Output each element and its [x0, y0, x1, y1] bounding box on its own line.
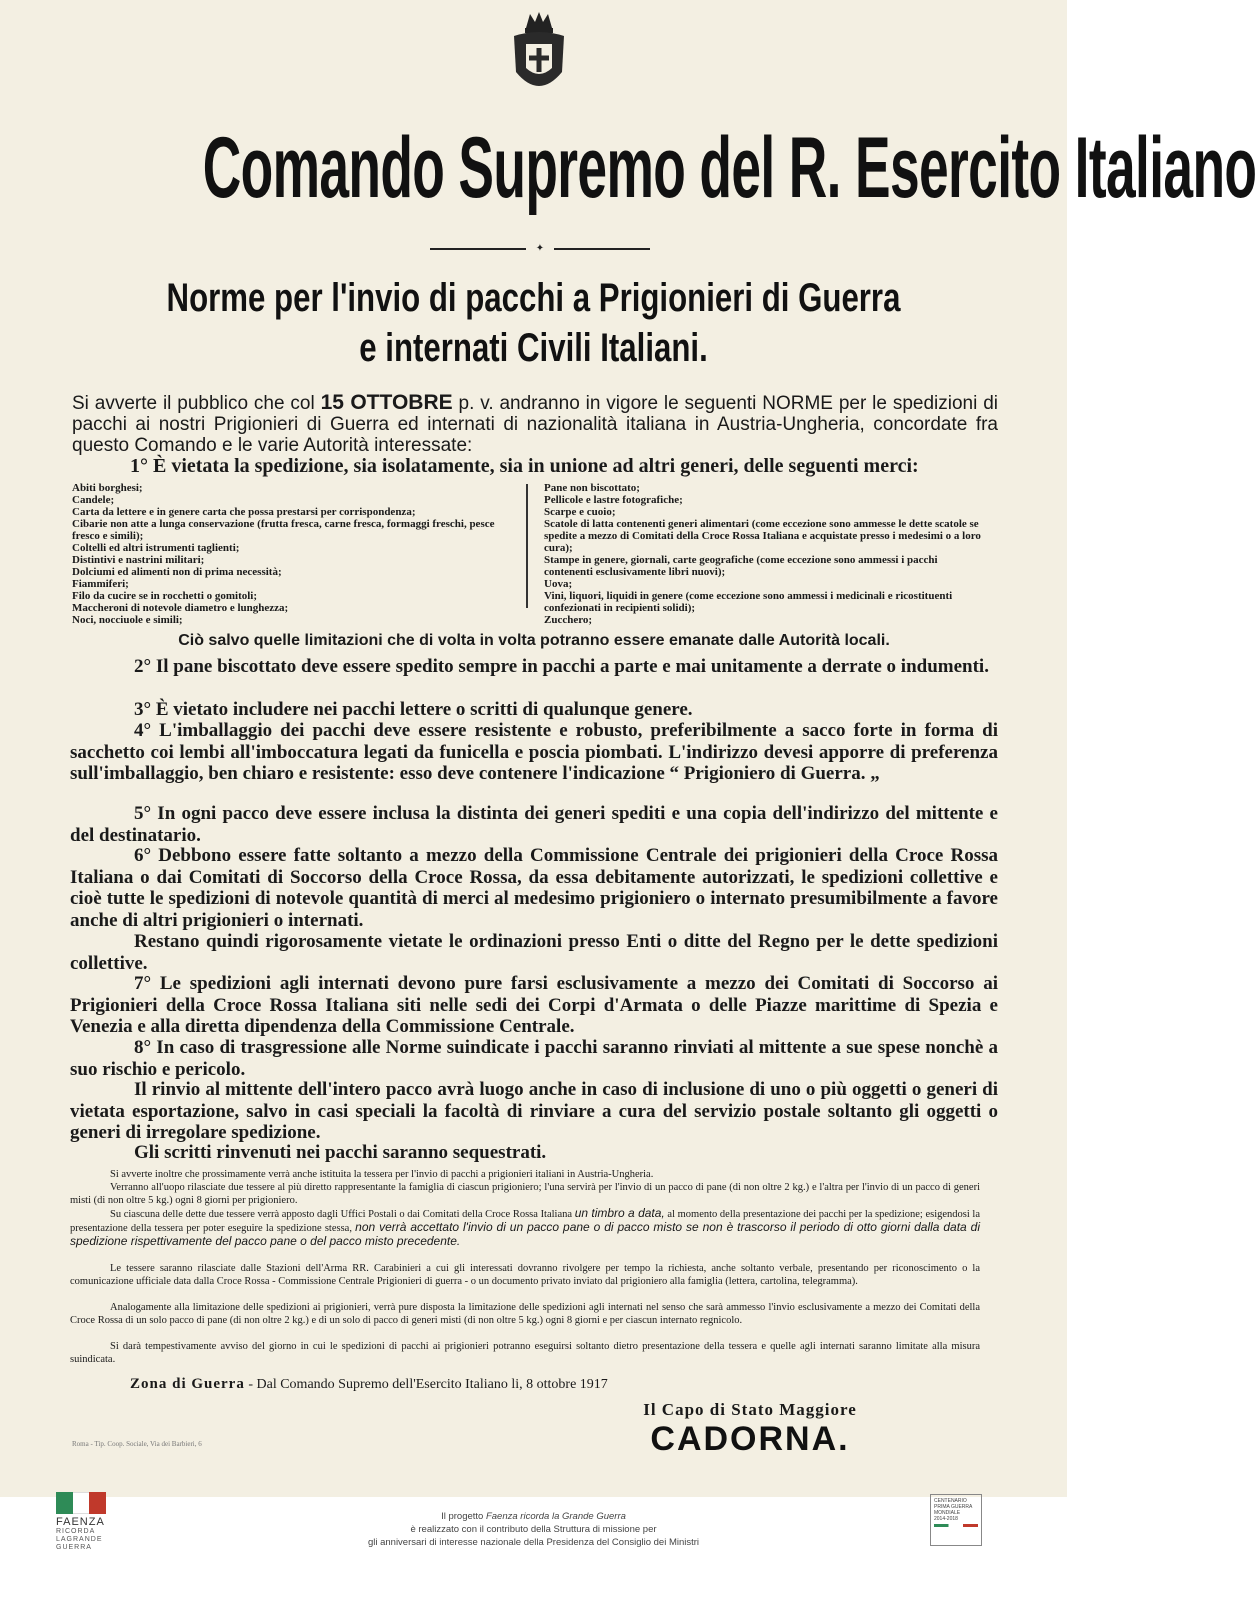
rule-8-return: Il rinvio al mittente dell'intero pacco avrà luogo anche in caso di inclusione di uno o più oggetti o generi di vietata esportazione, salvo in casi speciali la facoltà di rinviare a cura del servizio postale soltanto gli oggetti o generi di irregolare spedizione.: [70, 1079, 998, 1143]
centenario-line-1: CENTENARIO: [934, 1498, 967, 1504]
note-internati: Analogamente alla limitazione delle spedizioni ai prigionieri, verrà pure disposta la limitazione delle spedizioni agli internati nel senso che sarà ammesso l'invio esclusivamente a mezzo dei Comitati della Croce Rossa di un solo pacco di pane (di non oltre 2 kg.) e di un solo di pacco di generi misti (di non oltre 5 kg.) ogni 8 giorni e per ciascun internato regnicolo.: [70, 1302, 980, 1326]
note-two-cards: Verranno all'uopo rilasciate due tessere al più diretto rappresentante la famiglia di ciascun prigioniero; l'una servirà per l'invio di un pacco di pane (di non oltre 2 kg.) e l'altra per l'invio di un pacco di generi misti (di non oltre 5 kg.) ogni 8 giorni per prigioniero.: [70, 1182, 980, 1206]
list-item: Stampe in genere, giornali, carte geografiche (come eccezione sono ammessi i pacchi contenenti esclusivamente libri nuovi);: [544, 554, 938, 578]
poster-title: Comando Supremo del R. Esercito Italiano: [202, 120, 1256, 216]
intro-before: Si avverte il pubblico che col: [72, 393, 315, 414]
rule-3: 3° È vietato includere nei pacchi lettere o scritti di qualunque genere.: [134, 699, 693, 720]
column-divider: [526, 484, 528, 608]
list-item: Filo da cucire se in rocchetti o gomitoli;: [72, 590, 258, 602]
list-item: Distintivi e nastrini militari;: [72, 554, 205, 566]
italian-flag-icon: [56, 1492, 106, 1514]
note-stamp-c: al momento della presentazione dei pacchi per la spedizione; esigendosi la presentazione della tessera per poter eseguire la spedizione stessa,: [70, 1209, 981, 1234]
royal-crest-icon: [508, 10, 570, 100]
signature-name: CADORNA.: [650, 1420, 850, 1458]
note-tessera: Si avverte inoltre che prossimamente verrà anche istituita la tessera per l'invio di pacchi a prigionieri italiani in Austria-Ungheria.: [110, 1169, 654, 1180]
rule-8-seizure: Gli scritti rinvenuti nei pacchi saranno sequestrati.: [134, 1142, 547, 1163]
note-stamp-b: un timbro a data,: [574, 1206, 665, 1220]
rule-2: 2° Il pane biscottato deve essere spedito sempre in pacchi a parte e mai unitamente a derrate o indumenti.: [134, 656, 989, 677]
list-item: Carta da lettere e in genere carta che possa prestarsi per corrispondenza;: [72, 506, 416, 518]
place-date-line: [130, 1376, 608, 1393]
footer-line-3: gli anniversari di interesse nazionale della Presidenza del Consiglio dei Ministri: [367, 1537, 700, 1548]
logo-line-4: GUERRA: [56, 1544, 92, 1551]
faenza-logo: [56, 1492, 112, 1552]
centenario-line-3: MONDIALE: [934, 1510, 961, 1516]
list-item: Candele;: [72, 494, 115, 506]
list-item: Zucchero;: [544, 614, 593, 626]
list-item: Coltelli ed altri istrumenti taglienti;: [72, 542, 240, 554]
note-carabinieri: Le tessere saranno rilasciate dalle Stazioni dell'Arma RR. Carabinieri a cui gli interessati dovranno rivolgere per tempo la richiesta, anche soltanto verbale, presentando per riconoscimento o la comunicazione ufficiale data dalla Croce Rossa - Commissione Centrale Prigionieri di guerra - o un documento privato inviato dal prigioniero alla famiglia (lettera, cartolina, telegramma).: [70, 1263, 980, 1287]
note-notice: Si darà tempestivamente avviso del giorno in cui le spedizioni di pacchi ai prigionieri potranno eseguirsi soltanto dietro presentazione della tessera e quelle agli internati saranno limitate alla misura suindicata.: [70, 1341, 980, 1365]
intro-date: 15 OTTOBRE: [320, 391, 453, 414]
rule-4: 4° L'imballaggio dei pacchi deve essere resistente e robusto, preferibilmente a sacco forte in forma di sacchetto coi lembi all'imboccatura legati da funicella e poscia piombati. L'indirizzo devesi apporre di preferenza sull'imballaggio, ben chiaro e resistente: esso deve contenere l'indicazione “ Prigioniero di Guerra. „: [70, 720, 998, 784]
forbidden-list-left: [72, 482, 518, 626]
title-divider: ✦: [430, 248, 650, 250]
footer-text-a: Il progetto: [441, 1511, 484, 1522]
list-item: Cibarie non atte a lunga conservazione (frutta fresca, carne fresca, formaggi freschi, pesce fresco e simili);: [72, 518, 495, 542]
note-stamp: [70, 1207, 980, 1249]
logo-line-3: LAGRANDE: [56, 1536, 103, 1543]
centenario-line-2: PRIMA GUERRA: [934, 1504, 973, 1510]
list-item: Uova;: [544, 578, 573, 590]
list-item: Noci, nocciuole e simili;: [72, 614, 183, 626]
printer-credit: Roma - Tip. Coop. Sociale, Via dei Barbieri, 6: [72, 1440, 202, 1448]
intro-after: p. v. andranno in vigore le seguenti NORME per le spedizioni di pacchi ai nostri Prigionieri di Guerra ed internati di nazionalità italiana in Austria-Ungheria, concordate fra questo Comando e le varie Autorità interessate:: [72, 393, 998, 456]
list-item: Scarpe e cuoio;: [544, 506, 616, 518]
logo-line-1: FAENZA: [56, 1516, 105, 1528]
rule-6-continued: Restano quindi rigorosamente vietate le ordinazioni presso Enti o ditte del Regno per le dette spedizioni collettive.: [70, 931, 998, 974]
list-item: Vini, liquori, liquidi in genere (come eccezione sono ammessi i medicinali e ricostituenti confezionati in recipienti solidi);: [544, 590, 953, 614]
list-item: Maccheroni di notevole diametro e lunghezza;: [72, 602, 289, 614]
forbidden-list-right: [544, 482, 984, 626]
rule-5: 5° In ogni pacco deve essere inclusa la distinta dei generi spediti e una copia dell'indirizzo del mittente e del destinatario.: [70, 803, 998, 846]
footer-line-2: è realizzato con il contributo della Struttura di missione per: [410, 1524, 657, 1535]
list-item: Scatole di latta contenenti generi alimentari (come eccezione sono ammesse le dette scatole se spedite a mezzo di Comitati della Croce Rossa Italiana e acquistate presso i medesimi o a loro cura);: [544, 518, 981, 554]
centenario-logo: [930, 1494, 982, 1546]
note-stamp-d: non verrà accettato l'invio di un pacco pane o di pacco misto se non è trascorso il periodo di otto giorni dalla data di spedizione rispettivamente del pacco pane o del pacco misto precedente.: [70, 1220, 980, 1248]
tricolor-bar-icon: [934, 1524, 978, 1527]
list-item: Pellicole e lastre fotografiche;: [544, 494, 683, 506]
signature-title: Il Capo di Stato Maggiore: [643, 1400, 857, 1419]
footer-credits: [300, 1510, 767, 1549]
list-item: Abiti borghesi;: [72, 482, 143, 494]
list-item: Fiammiferi;: [72, 578, 129, 590]
rule-7: 7° Le spedizioni agli internati devono pure farsi esclusivamente a mezzo dei Comitati di Soccorso ai Prigionieri della Croce Rossa Italiana siti nelle sedi dei Corpi d'Armata o delle Piazze marittime di Spezia e Venezia e alla diretta dipendenza della Commissione Centrale.: [70, 973, 998, 1037]
local-limitations-note: Ciò salvo quelle limitazioni che di volta in volta potranno essere emanate dalle Autorità locali.: [178, 632, 890, 649]
note-stamp-a: Su ciascuna delle dette due tessere verrà apposto dagli Uffici Postali o dai Comitati della Croce Rossa Italiana: [110, 1209, 573, 1220]
subtitle-line-2: e internati Civili Italiani.: [359, 326, 708, 370]
rule-1: 1° È vietata la spedizione, sia isolatamente, sia in unione ad altri generi, delle seguenti merci:: [130, 455, 919, 477]
intro-paragraph: [72, 392, 998, 456]
list-item: Pane non biscottato;: [544, 482, 640, 494]
rule-6: 6° Debbono essere fatte soltanto a mezzo della Commissione Centrale dei prigionieri della Croce Rossa Italiana o dai Comitati di Soccorso della Croce Rossa, da essa debitamente autorizzati, le spedizioni collettive e cioè tutte le spedizioni di notevole quantità di merci al medesimo prigioniero o internato presumibilmente a favore anche di altri prigionieri o internati.: [70, 845, 998, 931]
centenario-line-4: 2014-2018: [934, 1516, 958, 1522]
logo-line-2: RICORDA: [56, 1528, 96, 1535]
rule-8: 8° In caso di trasgressione alle Norme suindicate i pacchi saranno rinviati al mittente a sue spese nonchè a suo rischio e pericolo.: [70, 1037, 998, 1080]
subtitle-line-1: Norme per l'invio di pacchi a Prigionieri di Guerra: [166, 276, 901, 320]
footer-project-name: Faenza ricorda la Grande Guerra: [485, 1511, 626, 1522]
zona-label: Zona di Guerra: [130, 1376, 245, 1392]
zona-text: - Dal Comando Supremo dell'Esercito Italiano li, 8 ottobre 1917: [248, 1377, 608, 1392]
list-item: Dolciumi ed alimenti non di prima necessità;: [72, 566, 282, 578]
